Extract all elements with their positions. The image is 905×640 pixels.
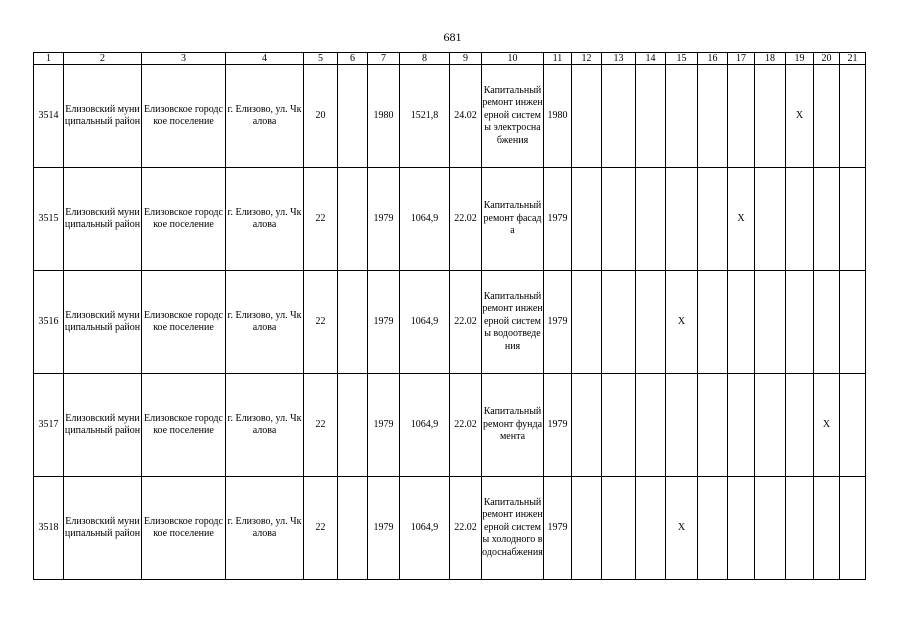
cell-col14 bbox=[636, 271, 666, 374]
header-cell: 6 bbox=[338, 53, 368, 65]
cell-col14 bbox=[636, 477, 666, 580]
settlement-cell: Елизовское городское поселение bbox=[142, 271, 226, 374]
cell-col6 bbox=[338, 271, 368, 374]
district-cell: Елизовский муниципальный район bbox=[64, 374, 142, 477]
cell-col6 bbox=[338, 374, 368, 477]
header-cell: 20 bbox=[814, 53, 840, 65]
table-row bbox=[34, 271, 866, 374]
cell-col16 bbox=[698, 374, 728, 477]
header-cell: 17 bbox=[728, 53, 755, 65]
cell-col21 bbox=[840, 65, 866, 168]
cell-col6 bbox=[338, 477, 368, 580]
cell-col13 bbox=[602, 374, 636, 477]
cell-col17 bbox=[728, 65, 755, 168]
cell-col5: 22 bbox=[304, 271, 338, 374]
row-id-cell: 3517 bbox=[34, 374, 64, 477]
cell-col21 bbox=[840, 477, 866, 580]
cell-col13 bbox=[602, 65, 636, 168]
cell-col21 bbox=[840, 271, 866, 374]
cell-col20: X bbox=[814, 374, 840, 477]
cell-col5: 22 bbox=[304, 374, 338, 477]
settlement-cell: Елизовское городское поселение bbox=[142, 168, 226, 271]
address-cell: г. Елизово, ул. Чкалова bbox=[226, 477, 304, 580]
cell-col19 bbox=[786, 477, 814, 580]
settlement-cell: Елизовское городское поселение bbox=[142, 477, 226, 580]
cell-col20 bbox=[814, 168, 840, 271]
cell-col15 bbox=[666, 374, 698, 477]
header-cell: 5 bbox=[304, 53, 338, 65]
cell-col11: 1979 bbox=[544, 374, 572, 477]
cell-col18 bbox=[755, 477, 786, 580]
cell-col12 bbox=[572, 168, 602, 271]
work-type-cell: Капитальный ремонт фасада bbox=[482, 168, 544, 271]
cell-col7: 1979 bbox=[368, 271, 400, 374]
cell-col19 bbox=[786, 271, 814, 374]
cell-col16 bbox=[698, 271, 728, 374]
cell-col9: 24.02 bbox=[450, 65, 482, 168]
cell-col18 bbox=[755, 65, 786, 168]
cell-col7: 1979 bbox=[368, 374, 400, 477]
district-cell: Елизовский муниципальный район bbox=[64, 168, 142, 271]
header-cell: 19 bbox=[786, 53, 814, 65]
header-cell: 13 bbox=[602, 53, 636, 65]
header-cell: 4 bbox=[226, 53, 304, 65]
table-row bbox=[34, 168, 866, 271]
cell-col18 bbox=[755, 271, 786, 374]
header-cell: 1 bbox=[34, 53, 64, 65]
cell-col17 bbox=[728, 271, 755, 374]
cell-col9: 22.02 bbox=[450, 374, 482, 477]
settlement-cell: Елизовское городское поселение bbox=[142, 374, 226, 477]
cell-col8: 1521,8 bbox=[400, 65, 450, 168]
cell-col14 bbox=[636, 168, 666, 271]
row-id-cell: 3518 bbox=[34, 477, 64, 580]
cell-col6 bbox=[338, 65, 368, 168]
cell-col20 bbox=[814, 271, 840, 374]
header-cell: 3 bbox=[142, 53, 226, 65]
cell-col8: 1064,9 bbox=[400, 374, 450, 477]
column-number-row bbox=[34, 53, 866, 65]
address-cell: г. Елизово, ул. Чкалова bbox=[226, 374, 304, 477]
work-type-cell: Капитальный ремонт инженерной системы водоотведения bbox=[482, 271, 544, 374]
settlement-cell: Елизовское городское поселение bbox=[142, 65, 226, 168]
cell-col16 bbox=[698, 477, 728, 580]
cell-col7: 1979 bbox=[368, 477, 400, 580]
cell-col5: 22 bbox=[304, 168, 338, 271]
housing-repair-table bbox=[33, 52, 866, 580]
cell-col19 bbox=[786, 374, 814, 477]
cell-col16 bbox=[698, 168, 728, 271]
cell-col8: 1064,9 bbox=[400, 271, 450, 374]
cell-col7: 1979 bbox=[368, 168, 400, 271]
cell-col21 bbox=[840, 168, 866, 271]
cell-col17: X bbox=[728, 168, 755, 271]
cell-col8: 1064,9 bbox=[400, 168, 450, 271]
cell-col11: 1979 bbox=[544, 477, 572, 580]
page-number: 681 bbox=[443, 30, 462, 44]
cell-col13 bbox=[602, 271, 636, 374]
work-type-cell: Капитальный ремонт инженерной системы холодного водоснабжения bbox=[482, 477, 544, 580]
cell-col9: 22.02 bbox=[450, 271, 482, 374]
header-cell: 18 bbox=[755, 53, 786, 65]
cell-col9: 22.02 bbox=[450, 477, 482, 580]
cell-col7: 1980 bbox=[368, 65, 400, 168]
cell-col11: 1980 bbox=[544, 65, 572, 168]
cell-col20 bbox=[814, 477, 840, 580]
cell-col12 bbox=[572, 65, 602, 168]
cell-col18 bbox=[755, 168, 786, 271]
cell-col14 bbox=[636, 374, 666, 477]
header-cell: 21 bbox=[840, 53, 866, 65]
cell-col17 bbox=[728, 477, 755, 580]
cell-col11: 1979 bbox=[544, 271, 572, 374]
table-row bbox=[34, 477, 866, 580]
cell-col17 bbox=[728, 374, 755, 477]
header-cell: 14 bbox=[636, 53, 666, 65]
cell-col19: X bbox=[786, 65, 814, 168]
cell-col15 bbox=[666, 65, 698, 168]
district-cell: Елизовский муниципальный район bbox=[64, 477, 142, 580]
cell-col21 bbox=[840, 374, 866, 477]
cell-col14 bbox=[636, 65, 666, 168]
cell-col11: 1979 bbox=[544, 168, 572, 271]
header-cell: 9 bbox=[450, 53, 482, 65]
cell-col15: X bbox=[666, 477, 698, 580]
cell-col8: 1064,9 bbox=[400, 477, 450, 580]
district-cell: Елизовский муниципальный район bbox=[64, 271, 142, 374]
header-cell: 2 bbox=[64, 53, 142, 65]
row-id-cell: 3516 bbox=[34, 271, 64, 374]
cell-col12 bbox=[572, 271, 602, 374]
address-cell: г. Елизово, ул. Чкалова bbox=[226, 65, 304, 168]
address-cell: г. Елизово, ул. Чкалова bbox=[226, 168, 304, 271]
row-id-cell: 3515 bbox=[34, 168, 64, 271]
header-cell: 16 bbox=[698, 53, 728, 65]
cell-col16 bbox=[698, 65, 728, 168]
cell-col9: 22.02 bbox=[450, 168, 482, 271]
cell-col19 bbox=[786, 168, 814, 271]
work-type-cell: Капитальный ремонт инженерной системы электроснабжения bbox=[482, 65, 544, 168]
cell-col12 bbox=[572, 374, 602, 477]
work-type-cell: Капитальный ремонт фундамента bbox=[482, 374, 544, 477]
table-row bbox=[34, 65, 866, 168]
address-cell: г. Елизово, ул. Чкалова bbox=[226, 271, 304, 374]
cell-col20 bbox=[814, 65, 840, 168]
header-cell: 7 bbox=[368, 53, 400, 65]
header-cell: 11 bbox=[544, 53, 572, 65]
row-id-cell: 3514 bbox=[34, 65, 64, 168]
cell-col12 bbox=[572, 477, 602, 580]
header-cell: 10 bbox=[482, 53, 544, 65]
cell-col5: 20 bbox=[304, 65, 338, 168]
header-cell: 15 bbox=[666, 53, 698, 65]
header-cell: 8 bbox=[400, 53, 450, 65]
table-row bbox=[34, 374, 866, 477]
cell-col18 bbox=[755, 374, 786, 477]
cell-col5: 22 bbox=[304, 477, 338, 580]
cell-col15 bbox=[666, 168, 698, 271]
cell-col15: X bbox=[666, 271, 698, 374]
cell-col13 bbox=[602, 477, 636, 580]
cell-col6 bbox=[338, 168, 368, 271]
district-cell: Елизовский муниципальный район bbox=[64, 65, 142, 168]
header-cell: 12 bbox=[572, 53, 602, 65]
cell-col13 bbox=[602, 168, 636, 271]
